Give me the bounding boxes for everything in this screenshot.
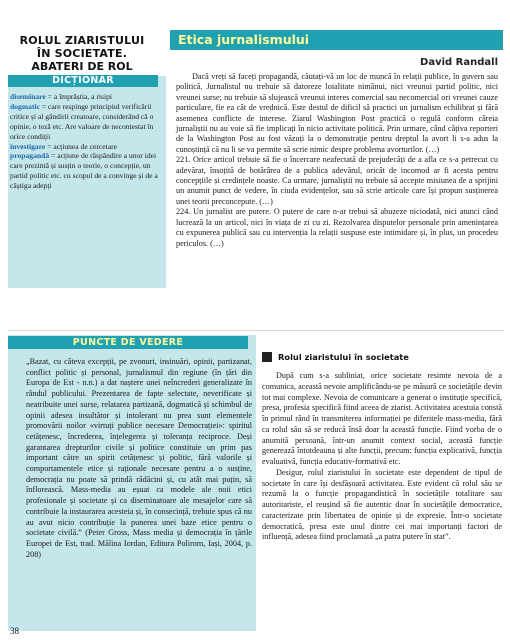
chapter-title-line3: ABATERI DE ROL <box>31 60 133 73</box>
role-section-body <box>262 371 502 543</box>
dictionary-entry: diseminare = a împrăștia, a risipi <box>10 92 113 101</box>
role-section-heading-text: Rolul ziaristului în societate <box>278 352 409 362</box>
role-paragraph: Desigur, rolul ziaristului în societate este dependent de tipul de societate în care își desfășoară activitatea. Este evident că rolul său se rezumă la o funcție propagandistică în societățile totalitare sau autoritariste, el reușind să fie autentic doar în societățile democratice, caracterizate prin libertatea de opinie și de expresie. Într-o societate democratică, presa este unul dintre cei mai importanți factori de influență, adesea fiind proclamată „a patra putere în stat”. <box>262 467 502 542</box>
chapter-title-line2: ÎN SOCIETATE. <box>36 47 128 60</box>
square-bullet-icon <box>262 352 272 362</box>
section-divider <box>8 330 504 331</box>
article-author: David Randall <box>420 57 498 68</box>
article-paragraph: Dacă vreți să faceți propagandă, căutați-vă un loc de muncă în relații publice, în guvern sau politică. Jurnalistul nu trebuie să datoreze loialitate nimănui, nici vreunui partid politic, nici vreunei surse; nu trebuie să slujească vreunui interes comercial sau necomercial ori vreunei cauze particulare, fie ea cât de vrednică. Este destul de dificil să practici un jurnalism echilibrat și fără asemenea conflicte de interese. Ziarul Washington Post practică o regulă conform căreia jurnaliștii nu au voie să fie implicați în nicio activitate politică. Prin urmare, când câțiva reporteri de la Washington Post au fost văzuți la o demonstrație pentru dreptul la avort li s-a adus la cunoștință că nu li se va permite să scrie nimic despre problema avorturilor. (…) <box>176 72 498 154</box>
dictionary-entries <box>10 92 158 191</box>
page-number: 38 <box>10 626 19 636</box>
chapter-heading <box>17 34 147 73</box>
article-title: Etica jurnalismului <box>178 32 310 47</box>
dictionary-title: DICȚIONAR <box>8 75 158 87</box>
role-paragraph: După cum s-a subliniat, orice societate resimte nevoia de a comunica, această nevoie amplificându-se pe măsură ce societățile devin tot mai complexe. Nevoia de comunicare a generat o instituție specifică, presa, profesia specifică fiind aceea de ziarist. Activitatea acestuia constă în primul rând în transmiterea informației pe diferitele mass-media, fără ca rolul său să se reducă însă doar la această funcție. Fiind vorba de o anumită persoană, într-un anumit context social, această funcție generează întotdeauna și alte funcții, precum: funcția explicativă, funcția evaluativă, funcția educativ-formativă etc. <box>262 371 502 466</box>
dictionary-entry: propagandă = acțiune de răspândire a unor idei care prezintă și susțin o teorie, o concepție, un partid politic etc. cu scopul de a convinge și de a câștiga adepți <box>10 151 158 191</box>
chapter-title-line1: ROLUL ZIARISTULUI <box>19 34 145 47</box>
article-paragraph: 224. Un jurnalist are putere. O putere de care n-ar trebui să abuzeze niciodată, nici atunci când lucrează la un articol, nici în viața de zi cu zi. Rezolvarea disputelor personale prin amenințarea cu expunerea publică sau cu intervenția la relații suspuse este intimidare și, în plus, un procedeu periculos. (…) <box>176 207 498 248</box>
article-body <box>176 72 498 249</box>
role-section-heading <box>262 352 409 362</box>
viewpoints-title: PUNCTE DE VEDERE <box>8 336 248 349</box>
dictionary-entry: dogmatic = care respinge principiul verificării critice și al gândirii creatoare, considerând că o opinie, o teză etc. Are valoare de necontestat în orice condiții <box>10 101 154 141</box>
dictionary-entry: investigare = acțiunea de cercetare <box>10 141 118 151</box>
article-title-bar <box>170 30 503 50</box>
article-paragraph: 221. Orice articol trebuie să fie o încercare neafectată de prejudecăți de a afla ce s-a petrecut cu adevărat, însoțită de hotărârea de a publica adevărul, oricât de incomod ar fi acesta pentru concepțiile și credințele noaste. Ca urmare, jurnaliștii nu trebuie să accepte misiunea de a sprijini un anumit punct de vedere, în ciuda evidențelor, sau să scrie articole care își propun susținerea unei teorii preconcepute. (…) <box>176 155 498 206</box>
viewpoints-text: „Bazat, cu câteva excepții, pe zvonuri, insinuări, opinii, partizanat, conflict politic și personal, jurnalismul din regiune (în țări din Europa de Est - n.n.) a dat naștere unei neîncrederi generalizate în rândul publicului. Prezentarea de fapte selectate, neverificate și neatribuite unei surse, relatarea partizană, dogmatică și schimbul de opinii adesea insultător și intolerant nu prea sunt elementele promovării noilor «virtuți publice necesare Democrației»: spiritul cetățenesc, încrederea, înțelegerea și toleranța reciproce. Deși garantarea drepturilor civile și politice constituie un prim pas important către un spirit cetățenesc și politic, fără valorile și comportamentele etice și raționale necesare pentru a o susține, democrația nu poate să prindă rădăcini și, cu atât mai puțin, să înflorească. Mass-media au eșuat ca modele ale noii etici profesionale și societate și ca diseminatoare ale mesajelor care să contribuie la instaurarea acesteia și, în consecință, trebuie spus că nu au avut nicio contribuție la punerea unei baze etice pentru o societate civilă.” (Peter Gross, Mass media și democrația în țările Europei de Est, trad. Mălina Iordan, Editura Polirom, Iași, 2004, p. 208) <box>26 357 252 559</box>
